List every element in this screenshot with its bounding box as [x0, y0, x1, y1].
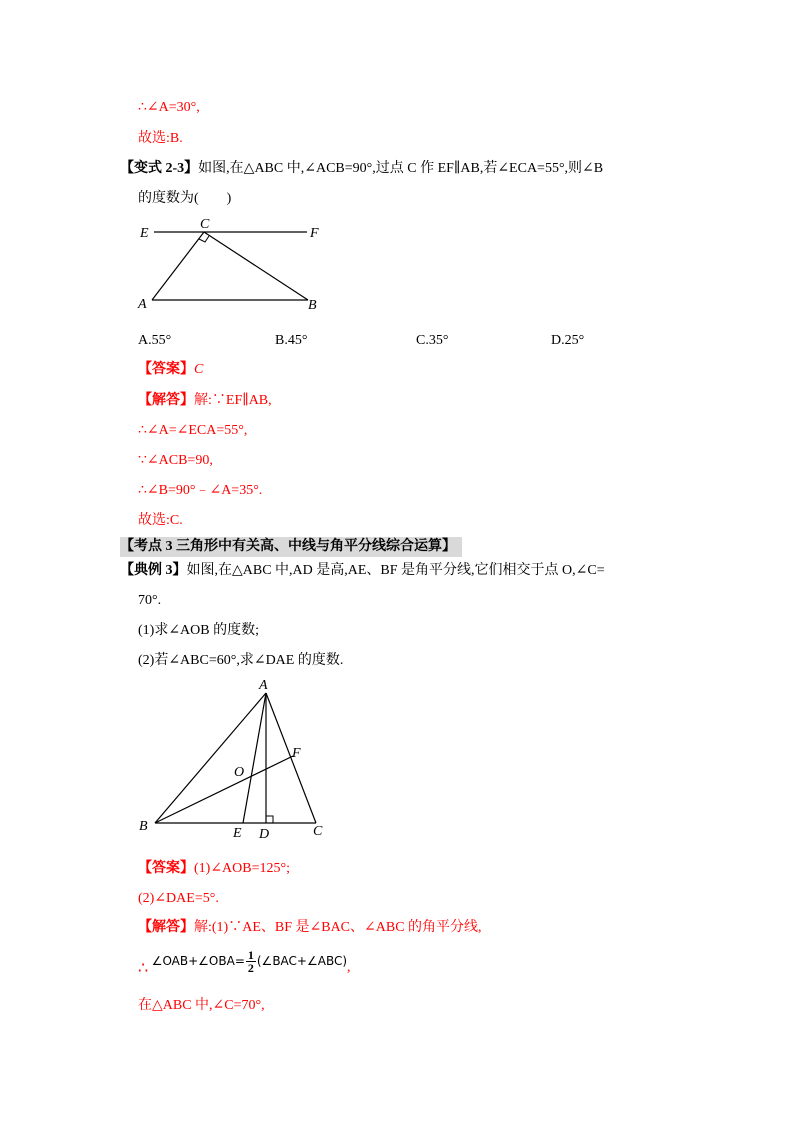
bisector-bf	[155, 756, 293, 823]
label-a: A	[138, 297, 147, 312]
example-solution-tag: 【解答】	[138, 920, 194, 935]
answer-tag: 【答案】	[138, 362, 194, 377]
example-stem-line-1: 如图,在△ABC 中,AD 是高,AE、BF 是角平分线,它们相交于点 O,∠C=	[186, 563, 605, 578]
triangle-bisector-figure	[135, 675, 335, 845]
example-answer-tag: 【答案】	[138, 861, 194, 876]
option-b: B.45°	[275, 333, 308, 348]
formula-right: (∠BAC+∠ABC)	[256, 954, 348, 968]
label-o: O	[234, 765, 245, 780]
variant-solution-line-5: 故选:C.	[138, 513, 183, 528]
example-solution-line-3: 在△ABC 中,∠C=70°,	[138, 998, 265, 1013]
label-c: C	[200, 217, 210, 232]
label-b: B	[139, 819, 148, 834]
label-e: E	[140, 226, 149, 241]
variant-stem-line-1: 如图,在△ABC 中,∠ACB=90°,过点 C 作 EF∥AB,若∠ECA=55°,则∠B	[198, 161, 604, 176]
label-d: D	[259, 827, 270, 842]
label-a: A	[259, 678, 268, 693]
example-tag: 【典例 3】	[120, 563, 187, 578]
formula-line	[138, 944, 351, 984]
label-c: C	[313, 824, 323, 839]
example-stem-line-2: 70°.	[138, 593, 162, 608]
variant-question	[120, 159, 603, 179]
solution-tag: 【解答】	[138, 393, 194, 408]
variant-solution-line-1: 【解答】解:∵EF∥AB,	[138, 393, 272, 408]
formula-tail: ,	[347, 960, 351, 975]
option-a: A.55°	[138, 333, 172, 348]
variant-solution-line-2: ∴∠A=∠ECA=55°,	[138, 423, 248, 438]
answer-value: C	[194, 362, 204, 377]
formula-left: ∠OAB+∠OBA=	[151, 954, 245, 968]
therefore-symbol: ∴	[138, 960, 149, 977]
prev-solution-line-1: ∴∠A=30°,	[138, 100, 200, 115]
prev-solution-line-2: 故选:B.	[138, 131, 183, 146]
segment-cb	[204, 232, 308, 300]
segment-ac	[266, 693, 316, 823]
label-f: F	[292, 746, 301, 761]
example-answer-line-2: (2)∠DAE=5°.	[138, 891, 219, 906]
variant-stem-line-2: 的度数为( )	[138, 191, 232, 206]
label-e: E	[233, 826, 242, 841]
label-b: B	[308, 298, 317, 313]
bisector-ae	[243, 693, 266, 823]
option-c: C.35°	[416, 333, 449, 348]
right-angle-mark	[266, 816, 273, 823]
kaodian-banner: 【考点 3 三角形中有关高、中线与角平分线综合运算】	[120, 537, 462, 557]
option-d: D.25°	[551, 333, 585, 348]
example-question-2: (2)若∠ABC=60°,求∠DAE 的度数.	[138, 653, 344, 668]
right-triangle-figure	[130, 212, 330, 317]
example-solution-line-1: 【解答】解:(1)∵AE、BF 是∠BAC、∠ABC 的角平分线,	[138, 920, 482, 935]
variant-solution-line-4: ∴∠B=90°﹣∠A=35°.	[138, 483, 263, 498]
example-answer-line-1: 【答案】(1)∠AOB=125°;	[138, 861, 290, 876]
variant-tag: 【变式 2-3】	[120, 161, 199, 176]
example-question	[120, 561, 605, 581]
variant-solution-line-3: ∵∠ACB=90,	[138, 453, 213, 468]
example-question-1: (1)求∠AOB 的度数;	[138, 623, 260, 638]
variant-answer	[138, 360, 203, 380]
segment-ab	[155, 693, 266, 823]
segment-ca	[152, 232, 204, 300]
label-f: F	[310, 226, 319, 241]
fraction-half: $\frac{1}{2}$	[247, 948, 254, 976]
